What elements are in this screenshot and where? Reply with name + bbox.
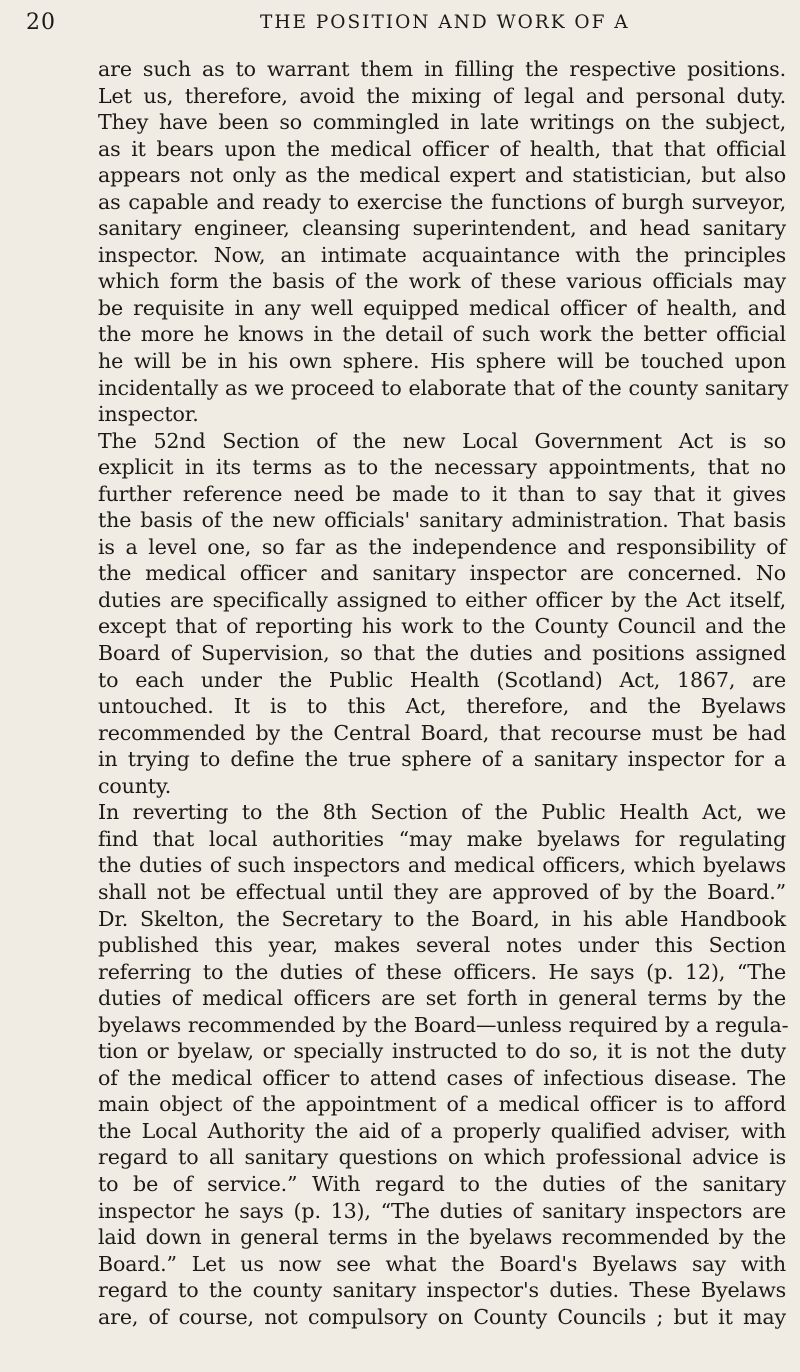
text-line: inspector. — [98, 402, 199, 427]
text-line: recommended by the Central Board, that recourse must be had — [98, 720, 786, 745]
text-line: the duties of such inspectors and medical officers, which byelaws — [98, 853, 786, 878]
text-line: referring to the duties of these officers. He says (p. 12), “The — [98, 959, 786, 984]
text-line: shall not be effectual until they are approved of by the Board.” — [98, 879, 786, 904]
text-line: county. — [98, 773, 172, 798]
text-line: which form the basis of the work of these various officials may — [98, 269, 786, 294]
text-line: regard to all sanitary questions on which professional advice is — [98, 1145, 786, 1170]
text-line: of the medical officer to attend cases of infectious disease. The — [98, 1065, 786, 1090]
text-line: further reference need be made to it than to say that it gives — [98, 481, 786, 506]
text-line: are, of course, not compulsory on County Councils ; but it may — [98, 1304, 786, 1329]
text-line: the medical officer and sanitary inspector are concerned. No — [98, 561, 786, 586]
text-line: In reverting to the 8th Section of the Public Health Act, we — [98, 800, 786, 825]
text-line: sanitary engineer, cleansing superintendent, and head sanitary — [98, 216, 786, 241]
text-line: to be of service.” With regard to the duties of the sanitary — [98, 1171, 786, 1196]
text-line: he will be in his own sphere. His sphere will be touched upon — [98, 349, 786, 374]
text-line: duties are specifically assigned to either officer by the Act itself, — [98, 587, 786, 612]
text-line: laid down in general terms in the byelaws recommended by the — [98, 1225, 786, 1250]
text-line: are such as to warrant them in filling the respective positions. — [98, 57, 786, 81]
body-text — [98, 56, 789, 1330]
text-line: inspector. Now, an intimate acquaintance with the principles — [98, 242, 786, 267]
text-line: Board of Supervision, so that the duties and positions assigned — [98, 641, 786, 666]
text-line: find that local authorities “may make byelaws for regulating — [98, 826, 786, 851]
text-line: explicit in its terms as to the necessary appointments, that no — [98, 455, 786, 480]
text-line: except that of reporting his work to the County Council and the — [98, 614, 786, 639]
text-line: is a level one, so far as the independence and responsibility of — [98, 534, 786, 559]
text-line: appears not only as the medical expert and statistician, but also — [98, 163, 786, 188]
page-number: 20 — [26, 10, 56, 35]
text-line: main object of the appointment of a medical officer is to afford — [98, 1092, 786, 1117]
text-line: the Local Authority the aid of a properly qualified adviser, with — [98, 1118, 786, 1143]
text-line: untouched. It is to this Act, therefore, and the Byelaws — [98, 694, 786, 719]
text-line: incidentally as we proceed to elaborate that of the county sanitary — [98, 375, 789, 400]
text-line: The 52nd Section of the new Local Government Act is so — [98, 428, 786, 453]
text-line: regard to the county sanitary inspector's duties. These Byelaws — [98, 1278, 786, 1303]
text-line: as capable and ready to exercise the functions of burgh surveyor, — [98, 189, 786, 214]
running-header — [0, 6, 800, 40]
text-line: the basis of the new officials' sanitary administration. That basis — [98, 508, 786, 533]
text-line: tion or byelaw, or specially instructed to do so, it is not the duty — [98, 1039, 786, 1064]
text-line: in trying to define the true sphere of a sanitary inspector for a — [98, 747, 786, 772]
text-line: byelaws recommended by the Board—unless required by a regula- — [98, 1012, 789, 1037]
text-line: Let us, therefore, avoid the mixing of legal and personal duty. — [98, 83, 786, 108]
text-line: Board.” Let us now see what the Board's Byelaws say with — [98, 1251, 786, 1276]
text-line: as it bears upon the medical officer of health, that that official — [98, 136, 786, 161]
text-line: inspector he says (p. 13), “The duties of sanitary inspectors are — [98, 1198, 786, 1223]
text-line: duties of medical officers are set forth in general terms by the — [98, 986, 786, 1011]
text-line: be requisite in any well equipped medical officer of health, and — [98, 295, 786, 320]
text-line: They have been so commingled in late writings on the subject, — [98, 110, 786, 135]
text-line: the more he knows in the detail of such work the better official — [98, 322, 786, 347]
text-line: to each under the Public Health (Scotland) Act, 1867, are — [98, 667, 786, 692]
running-title: THE POSITION AND WORK OF A — [260, 12, 630, 33]
text-line: published this year, makes several notes under this Section — [98, 933, 786, 958]
text-line: Dr. Skelton, the Secretary to the Board, in his able Handbook — [98, 906, 786, 931]
